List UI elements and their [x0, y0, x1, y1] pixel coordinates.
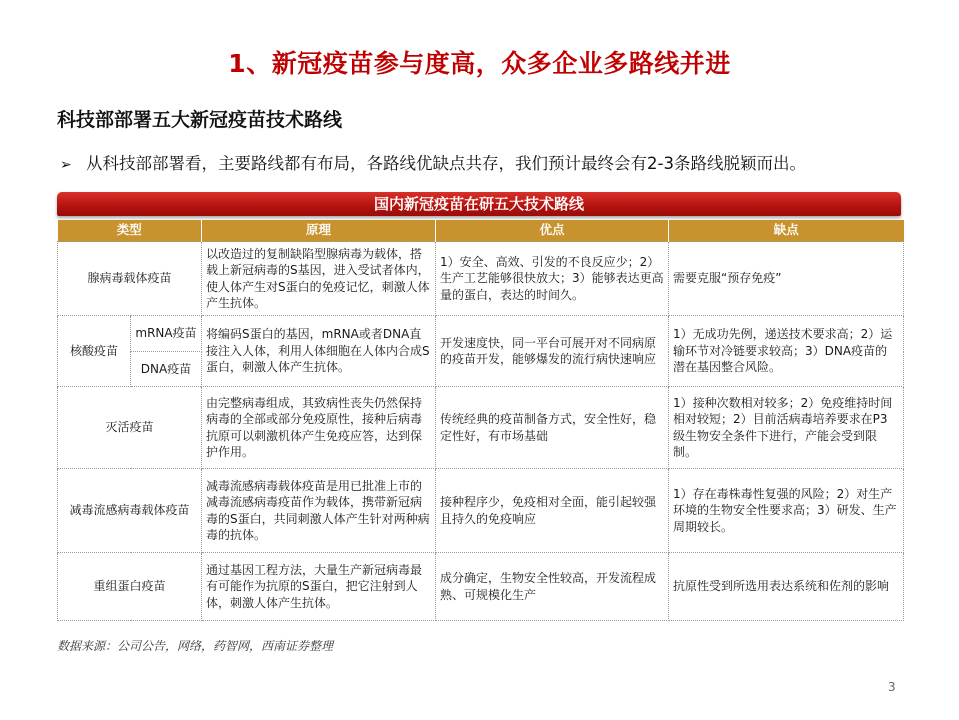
table-row-recombinant — [58, 553, 904, 621]
table-row-adenovirus — [58, 242, 904, 316]
table-row-inactivated — [58, 387, 904, 469]
pros-cell: 1）安全、高效、引发的不良反应少；2）生产工艺能够很快放大；3）能够表达更高量的蛋白，表达的时间久。 — [436, 242, 669, 316]
subtype-cell-dna: DNA疫苗 — [131, 352, 202, 387]
principle-cell: 通过基因工程方法，大量生产新冠病毒最有可能作为抗原的S蛋白，把它注射到人体，刺激人体产生抗体。 — [202, 553, 436, 621]
cons-cell: 抗原性受到所选用表达系统和佐剂的影响 — [669, 553, 904, 621]
pros-cell: 接种程序少，免疫相对全面，能引起较强且持久的免疫响应 — [436, 469, 669, 553]
header-principle: 原理 — [202, 220, 436, 242]
bullet-text: 从科技部部署看，主要路线都有布局，各路线优缺点共存，我们预计最终会有2-3条路线脱颖而出。 — [86, 154, 806, 173]
cons-cell: 1）接种次数相对较多；2）免疫维持时间相对较短；2）目前活病毒培养要求在P3级生物安全条件下进行，产能会受到限制。 — [669, 387, 904, 469]
cons-cell: 1）无成功先例，递送技术要求高；2）运输环节对冷链要求较高；3）DNA疫苗的潜在基因整合风险。 — [669, 316, 904, 387]
arrow-bullet-icon: ➢ — [60, 157, 72, 173]
type-cell: 重组蛋白疫苗 — [58, 553, 202, 621]
section-title: 科技部部署五大新冠疫苗技术路线 — [57, 109, 343, 131]
page-number: 3 — [888, 680, 896, 694]
table-row-attenuated — [58, 469, 904, 553]
bullet-point — [60, 150, 806, 174]
type-cell: 灭活疫苗 — [58, 387, 202, 469]
type-cell: 核酸疫苗 — [58, 316, 131, 387]
slide-title: 1、新冠疫苗参与度高，众多企业多路线并进 — [228, 49, 731, 78]
cons-cell: 需要克服“预存免疫” — [669, 242, 904, 316]
table-header-row — [58, 220, 904, 242]
header-cons: 缺点 — [669, 220, 904, 242]
header-type: 类型 — [58, 220, 202, 242]
vaccine-routes-table — [57, 220, 904, 621]
principle-cell: 由完整病毒组成，其致病性丧失仍然保持病毒的全部或部分免疫原性，接种后病毒抗原可以刺激机体产生免疫应答，达到保护作用。 — [202, 387, 436, 469]
principle-cell: 将编码S蛋白的基因，mRNA或者DNA直接注入人体，利用人体细胞在人体内合成S蛋白，刺激人体产生抗体。 — [202, 316, 436, 387]
principle-cell: 减毒流感病毒载体疫苗是用已批准上市的减毒流感病毒疫苗作为载体，携带新冠病毒的S蛋白，共同刺激人体产生针对两种病毒的抗体。 — [202, 469, 436, 553]
pros-cell: 开发速度快，同一平台可展开对不同病原的疫苗开发，能够爆发的流行病快速响应 — [436, 316, 669, 387]
type-cell: 减毒流感病毒载体疫苗 — [58, 469, 202, 553]
table-banner: 国内新冠疫苗在研五大技术路线 — [57, 192, 901, 216]
type-cell: 腺病毒载体疫苗 — [58, 242, 202, 316]
header-pros: 优点 — [436, 220, 669, 242]
subtype-cell-mrna: mRNA疫苗 — [131, 316, 202, 352]
data-source-note: 数据来源：公司公告，网络，药智网，西南证券整理 — [57, 639, 334, 653]
cons-cell: 1）存在毒株毒性复强的风险；2）对生产环境的生物安全性要求高；3）研发、生产周期较长。 — [669, 469, 904, 553]
principle-cell: 以改造过的复制缺陷型腺病毒为载体，搭载上新冠病毒的S基因，进入受试者体内，使人体产生对S蛋白的免疫记忆，刺激人体产生抗体。 — [202, 242, 436, 316]
pros-cell: 成分确定，生物安全性较高，开发流程成熟、可规模化生产 — [436, 553, 669, 621]
table-row-mrna — [58, 316, 904, 352]
pros-cell: 传统经典的疫苗制备方式，安全性好，稳定性好，有市场基础 — [436, 387, 669, 469]
